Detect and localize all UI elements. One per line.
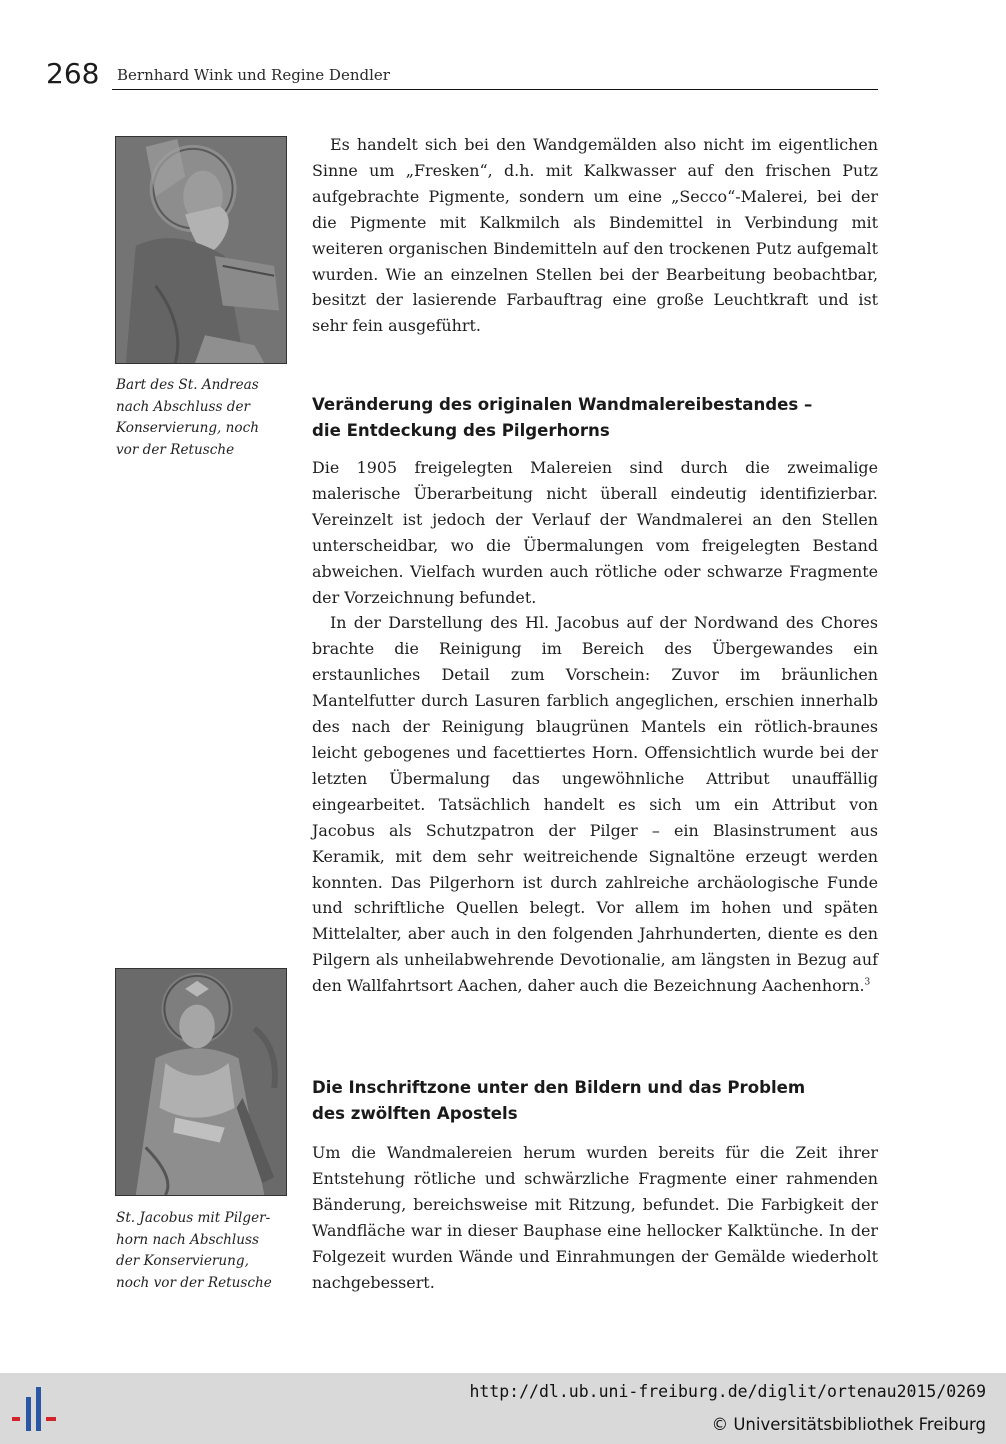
library-logo-icon bbox=[12, 1383, 64, 1433]
section-heading-inschriftzone bbox=[312, 1075, 878, 1127]
fresco-andreas-image bbox=[116, 137, 286, 363]
paragraph-text: Es handelt sich bei den Wandgemälden also nicht im eigentlichen Sinne um „Fresken“, d.h. mit Kalkwasser auf den frischen Putz aufgebrachte Pigmente, sondern um eine „Secco“-Malerei, bei der die Pigmente mit Kalkmilch als Bindemittel in Verbindung mit weiteren organischen Bindemitteln auf den trockenen Putz aufgemalt wurden. Wie an einzelnen Stellen bei der Bearbeitung beobachtbar, besitzt der lasierende Farbauftrag eine große Leuchtkraft und ist sehr fein ausgeführt. bbox=[312, 135, 878, 336]
caption-line: Bart des St. Andreas bbox=[116, 377, 259, 393]
paragraph-jacobus bbox=[312, 610, 878, 999]
caption-line: Konservierung, noch bbox=[116, 420, 259, 436]
running-head: Bernhard Wink und Regine Dendler bbox=[117, 66, 390, 84]
heading-line: die Entdeckung des Pilgerhorns bbox=[312, 421, 610, 440]
section-body-pilgerhorn bbox=[312, 455, 878, 999]
figure-st-jacobus bbox=[115, 968, 287, 1196]
footer-copyright: © Universitätsbibliothek Freiburg bbox=[711, 1415, 986, 1434]
page-number: 268 bbox=[46, 57, 100, 90]
header-rule bbox=[112, 89, 878, 90]
caption-line: vor der Retusche bbox=[116, 441, 235, 458]
caption-line: St. Jacobus mit Pilger- bbox=[116, 1210, 271, 1226]
paragraph-text: Die 1905 freigelegten Malereien sind durch die zweimalige malerische Überarbeitung nicht überall eindeutig identifizierbar. Vereinzelt ist jedoch der Verlauf der Wandmalerei an den Stellen unterscheidbar, wo die Übermalungen vom freigelegten Bestand abweichen. Vielfach wurden auch rötliche oder schwarze Fragmente der Vorzeichnung befundet. bbox=[312, 458, 878, 607]
figure-st-andreas bbox=[115, 136, 287, 364]
fresco-jacobus-image bbox=[116, 969, 286, 1195]
heading-line: des zwölften Apostels bbox=[312, 1104, 518, 1123]
caption-line: nach Abschluss der bbox=[116, 398, 251, 415]
caption-line: horn nach Abschluss bbox=[116, 1231, 259, 1248]
section-heading-pilgerhorn bbox=[312, 392, 878, 444]
heading-line: Veränderung des originalen Wandmalereibestandes – bbox=[312, 395, 813, 414]
caption-line: noch vor der Retusche bbox=[116, 1274, 272, 1291]
paragraph-fresco-technique bbox=[312, 132, 878, 339]
figure-caption-jacobus bbox=[116, 1208, 291, 1294]
section-body-inschriftzone bbox=[312, 1140, 878, 1295]
caption-line: der Konservierung, bbox=[116, 1253, 249, 1269]
footnote-reference: 3 bbox=[864, 977, 871, 988]
footer-url-link[interactable]: http://dl.ub.uni-freiburg.de/diglit/ortenau2015/0269 bbox=[469, 1382, 986, 1401]
paragraph-text: In der Darstellung des Hl. Jacobus auf der Nordwand des Chores brachte die Reinigung im Bereich des Übergewandes ein erstaunliches Detail zum Vorschein: Zuvor im bräunlichen Mantelfutter durch Lasuren farblich angeglichen, erschien innerhalb des nach der Reinigung blaugrünen Mantels ein rötlich-braunes leicht gebogenes und facettiertes Horn. Offensichtlich wurde bei der letzten Übermalung das ungewöhnliche Attribut unauffällig eingearbeitet. Tatsächlich handelt es sich um ein Attribut von Jacobus als Schutzpatron der Pilger – ein Blasinstrument aus Keramik, mit dem sehr weitreichende Signaltöne erzeugt werden konnten. Das Pilgerhorn ist durch zahlreiche archäologische Funde und schriftliche Quellen belegt. Vor allem im hohen und späten Mittelalter, aber auch in den folgenden Jahrhunderten, diente es den Pilgern als unheilabwehrende Devotionalie, am längsten in Bezug auf den Wallfahrtsort Aachen, daher auch die Bezeichnung Aachenhorn. bbox=[312, 613, 878, 996]
paragraph-text: Um die Wandmalereien herum wurden bereits für die Zeit ihrer Entstehung rötliche und schwärzliche Fragmente einer rahmenden Bänderung, bereichsweise mit Ritzung, befundet. Die Farbigkeit der Wandfläche war in dieser Bauphase eine hellocker Kalktünche. In der Folgezeit wurden Wände und Einrahmungen der Gemälde wiederholt nachgebessert. bbox=[312, 1143, 878, 1292]
footer-bar bbox=[0, 1373, 1006, 1444]
figure-caption-andreas bbox=[116, 375, 291, 461]
heading-line: Die Inschriftzone unter den Bildern und das Problem bbox=[312, 1078, 806, 1097]
